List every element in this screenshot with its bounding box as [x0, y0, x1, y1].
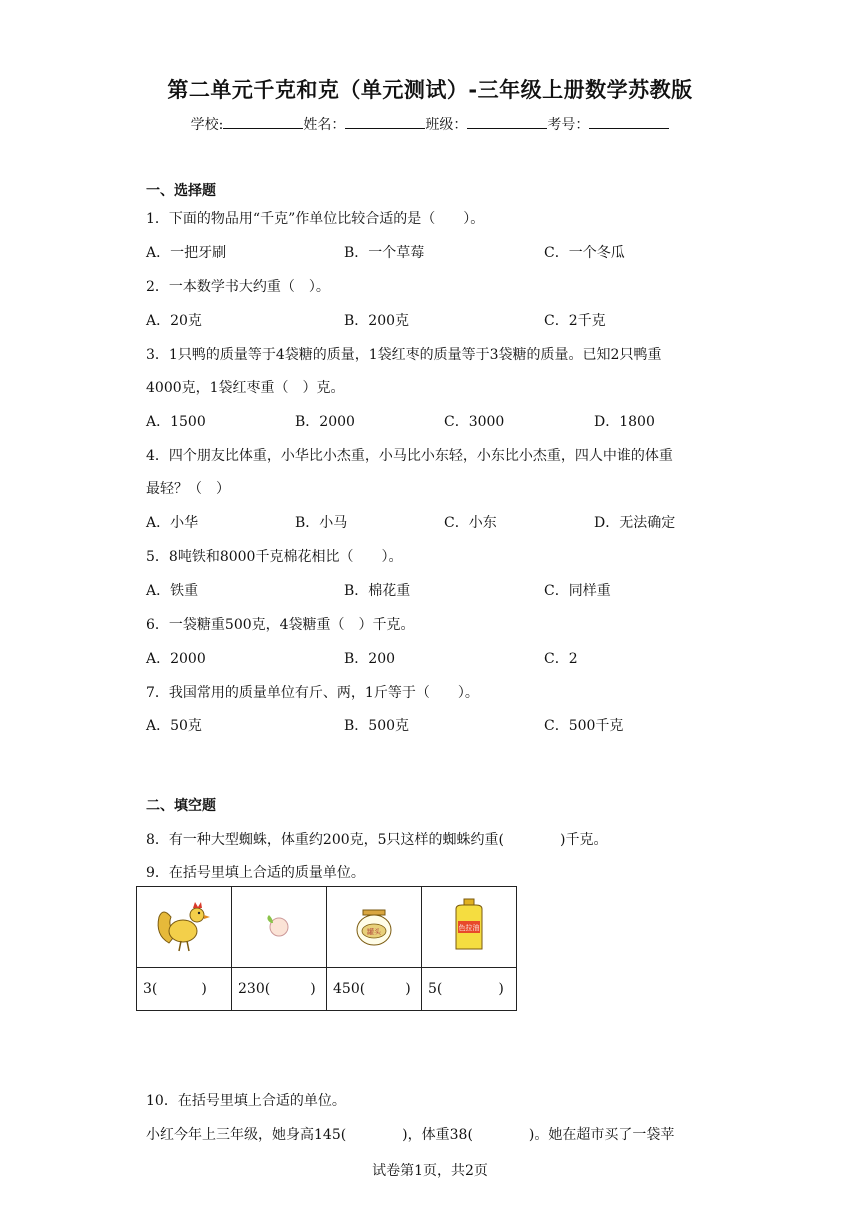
- answer-cell-4[interactable]: 5( ): [422, 968, 517, 1011]
- class-blank[interactable]: [467, 114, 547, 129]
- q3-option-d[interactable]: D．1800: [594, 414, 655, 430]
- answer-cell-3[interactable]: 450( ): [327, 968, 422, 1011]
- q7-option-a[interactable]: A．50克: [146, 718, 202, 734]
- question-4-line2: 最轻？（ ）: [146, 481, 230, 497]
- rooster-cell: [137, 887, 232, 968]
- question-5: 5．8吨铁和8000千克棉花相比（ ）。: [146, 549, 403, 565]
- q4-option-a[interactable]: A．小华: [146, 515, 199, 531]
- q3-option-c[interactable]: C．3000: [444, 414, 505, 430]
- oil-bottle-cell: [422, 887, 517, 968]
- peach-cell: [232, 887, 327, 968]
- question-8: 8．有一种大型蜘蛛，体重约200克，5只这样的蜘蛛约重( )千克。: [146, 832, 608, 848]
- q1-option-b[interactable]: B．一个草莓: [344, 245, 425, 261]
- question-1: 1．下面的物品用“千克”作单位比较合适的是（ ）。: [146, 211, 485, 227]
- jar-cell: [327, 887, 422, 968]
- question-6: 6．一袋糖重500克，4袋糖重（ ）千克。: [146, 617, 415, 633]
- section-heading-choice: 一、选择题: [146, 183, 216, 199]
- page-title: 第二单元千克和克（单元测试）-三年级上册数学苏教版: [167, 78, 693, 102]
- number-label: 考号：: [547, 117, 590, 133]
- oil-bottle-icon: [444, 895, 494, 955]
- question-10-line: 小红今年上三年级，她身高145( )，体重38( )。她在超市买了一袋苹: [146, 1127, 675, 1143]
- q4-option-b[interactable]: B．小马: [295, 515, 348, 531]
- q4-option-c[interactable]: C．小东: [444, 515, 497, 531]
- q2-option-b[interactable]: B．200克: [344, 313, 410, 329]
- q7-option-b[interactable]: B．500克: [344, 718, 410, 734]
- school-blank[interactable]: [223, 114, 303, 129]
- q3-option-b[interactable]: B．2000: [295, 414, 355, 430]
- q6-option-c[interactable]: C．2: [544, 651, 578, 667]
- question-10: 10．在括号里填上合适的单位。: [146, 1093, 346, 1109]
- school-label: 学校:: [190, 117, 224, 133]
- question-3-line2: 4000克，1袋红枣重（ ）克。: [146, 380, 345, 396]
- rooster-icon: [149, 895, 219, 955]
- q1-option-c[interactable]: C．一个冬瓜: [544, 245, 625, 261]
- class-label: 班级：: [425, 117, 468, 133]
- svg-text:罐头: 罐头: [367, 928, 381, 936]
- svg-text:色拉油: 色拉油: [458, 924, 480, 932]
- name-label: 姓名：: [303, 117, 346, 133]
- q5-option-c[interactable]: C．同样重: [544, 583, 611, 599]
- section-heading-fill: 二、填空题: [146, 798, 216, 814]
- question-9: 9．在括号里填上合适的质量单位。: [146, 865, 365, 881]
- q2-option-a[interactable]: A．20克: [146, 313, 202, 329]
- q4-option-d[interactable]: D．无法确定: [594, 515, 676, 531]
- peach-icon: [259, 905, 299, 945]
- number-blank[interactable]: [589, 114, 669, 129]
- q6-option-b[interactable]: B．200: [344, 651, 396, 667]
- q6-option-a[interactable]: A．2000: [146, 651, 206, 667]
- jar-icon: [349, 900, 399, 950]
- answer-cell-1[interactable]: 3( ): [137, 968, 232, 1011]
- question-4-line1: 4．四个朋友比体重，小华比小杰重，小马比小东轻，小东比小杰重，四人中谁的体重: [146, 448, 673, 464]
- question-2: 2．一本数学书大约重（ ）。: [146, 279, 330, 295]
- q7-option-c[interactable]: C．500千克: [544, 718, 624, 734]
- unit-table: [136, 886, 517, 1011]
- q2-option-c[interactable]: C．2千克: [544, 313, 606, 329]
- q5-option-b[interactable]: B．棉花重: [344, 583, 411, 599]
- answer-cell-2[interactable]: 230( ): [232, 968, 327, 1011]
- q3-option-a[interactable]: A．1500: [146, 414, 206, 430]
- question-3-line1: 3．1只鸭的质量等于4袋糖的质量，1袋红枣的质量等于3袋糖的质量。已知2只鸭重: [146, 347, 662, 363]
- q5-option-a[interactable]: A．铁重: [146, 583, 199, 599]
- question-7: 7．我国常用的质量单位有斤、两，1斤等于（ ）。: [146, 685, 479, 701]
- page-footer: 试卷第1页，共2页: [372, 1163, 488, 1179]
- student-info-line: [0, 114, 860, 134]
- q1-option-a[interactable]: A．一把牙刷: [146, 245, 227, 261]
- name-blank[interactable]: [345, 114, 425, 129]
